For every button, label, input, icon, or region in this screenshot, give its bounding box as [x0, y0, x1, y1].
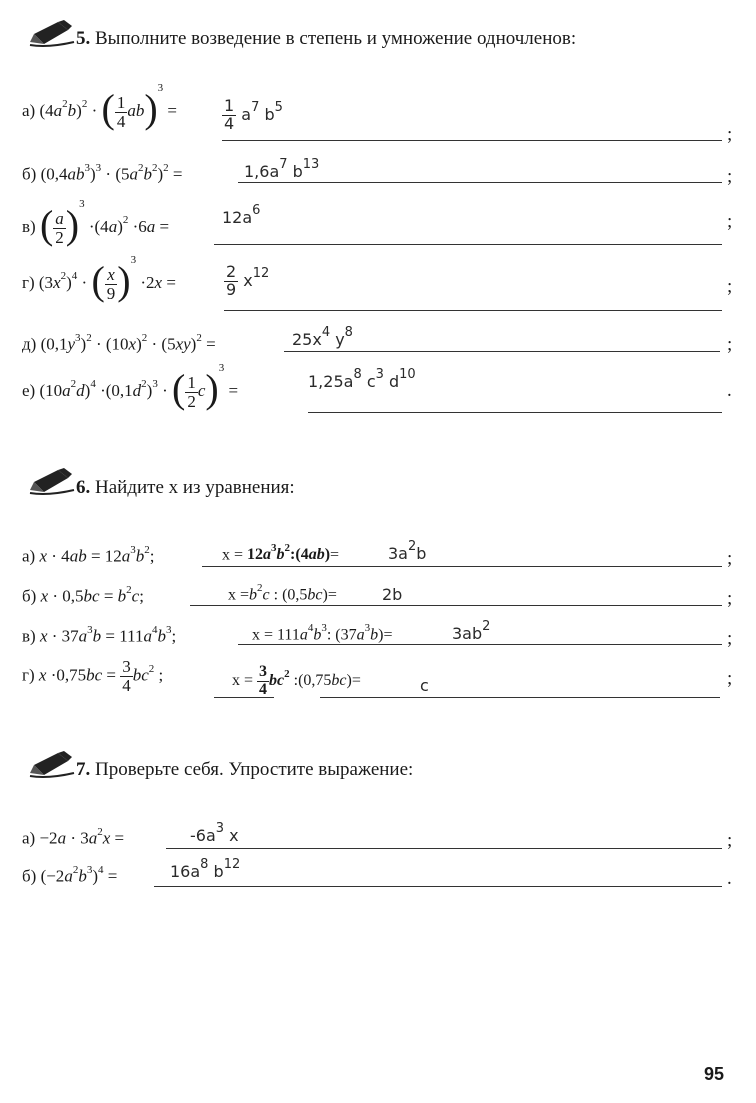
- task5-number: 5.: [76, 28, 91, 49]
- task6-title: Найдите x из уравнения:: [95, 477, 295, 498]
- task5-title: Выполните возведение в степень и умножение одночленов:: [95, 28, 577, 49]
- task5-d-label: д): [22, 334, 37, 354]
- task7-b-answer-tail: b: [213, 862, 224, 881]
- task5-b-answer-a-exp: 7: [279, 157, 288, 172]
- task6-b-label: б): [22, 586, 37, 606]
- semicolon: ;: [727, 166, 733, 187]
- task6-v-work: $x = 111a^4b^3$: $(37a^3b)=$: [252, 622, 393, 644]
- task5-a-answer-a-exp: 7: [251, 99, 260, 115]
- task7-a-expression: $а) -2a \cdot 3a^2x$ =: [22, 826, 125, 848]
- task7-b-expression: б) $(-2a^2b^3)^4$ =: [22, 864, 118, 886]
- task5-e-answer-c: c: [366, 372, 376, 391]
- task5-e-expression: е) $(10a^2d)^4 \cdot(0,1d^2)^3$ · ( $\frac{1}{2}$ c)$^3$ =: [22, 362, 239, 411]
- task5-b-label: б): [22, 164, 37, 184]
- task5-d-expression: д) $(0,1y^3)^2 \cdot (10x)^2 \cdot (5xy)^2$ =: [22, 332, 216, 354]
- task6-b-work: $x =b^2c$ : (0,5bc)=: [228, 582, 337, 604]
- task6-b-answer-line: [190, 605, 722, 606]
- task5-e-answer-c-exp: 3: [375, 367, 384, 382]
- task5-e-answer-d-exp: 10: [399, 367, 416, 382]
- task6-g-answer-line: [320, 697, 720, 698]
- task6-a-answer-value: 3a: [388, 544, 408, 563]
- task7-a-answer: [190, 821, 239, 845]
- task6-a-answer: [388, 539, 427, 563]
- task6-a-work: $x = 12a^3b^2:(4ab)=$: [222, 542, 340, 564]
- task5-v-answer-line: [214, 244, 722, 245]
- task5-a-label: а): [22, 100, 36, 120]
- task7-b-answer: [170, 857, 241, 881]
- semicolon: ;: [727, 588, 733, 609]
- task5-g-answer: [224, 264, 269, 299]
- task5-v-label: в): [22, 216, 36, 236]
- task7-title: Проверьте себя. Упростите выражение:: [95, 759, 414, 780]
- task5-b-answer-b: b: [292, 162, 303, 181]
- task5-a-answer-num: 1: [224, 96, 235, 115]
- task5-g-answer-num: 2: [226, 262, 237, 281]
- task5-g-answer-x-exp: 12: [252, 265, 270, 281]
- page-number: 95: [704, 1064, 725, 1084]
- task5-d-answer-line: [284, 351, 720, 352]
- task5-a-answer: [222, 98, 283, 133]
- task6-b-expression: б) $x \cdot 0,5bc = b^2c$;: [22, 584, 144, 606]
- task5-b-answer: [244, 157, 320, 181]
- task6-g-work: x = $\frac{3}{4}$ $bc^2$ :(0,75bc)=: [232, 663, 361, 698]
- task7-b-answer-line: [154, 886, 722, 887]
- task5-g-answer-den: 9: [226, 279, 237, 299]
- task5-a-answer-den: 4: [224, 113, 235, 133]
- task7-a-label: а): [22, 828, 36, 848]
- task6-v-answer: [452, 619, 491, 643]
- task5-g-answer-line: [224, 310, 722, 311]
- task7-number: 7.: [76, 759, 91, 780]
- task5-a-answer-line: [222, 140, 722, 141]
- task7-a-answer-exp: 3: [215, 821, 225, 836]
- task5-d-answer-x-exp: 4: [321, 325, 331, 340]
- task6-g-answer-line-left: [214, 697, 274, 698]
- semicolon: ;: [727, 124, 733, 145]
- task5-a-answer-b: b: [264, 104, 275, 124]
- task5-b-answer-b-exp: 13: [302, 157, 320, 172]
- task7-b-answer-value: 16a: [170, 862, 201, 881]
- task5-e-answer-a-exp: 8: [353, 367, 362, 382]
- task5-e-label: е): [22, 380, 36, 400]
- semicolon: ;: [727, 548, 733, 569]
- task5-v-answer-a: 12a: [222, 208, 253, 227]
- semicolon: ;: [727, 628, 733, 649]
- task6-v-expression: в) $x \cdot 37a^3b = 111a^4b^3$;: [22, 624, 177, 646]
- task6-v-answer-exp: 2: [482, 619, 491, 634]
- task5-e-answer: [308, 367, 416, 391]
- task6-number: 6.: [76, 477, 91, 498]
- task5-v-answer: [222, 203, 261, 227]
- task7-a-answer-line: [166, 848, 722, 849]
- task5-e-answer-a: 1,25a: [308, 372, 354, 391]
- task5-b-answer-a: 1,6a: [244, 162, 280, 181]
- pencil-icon: [28, 20, 76, 50]
- task5-a-answer-b-exp: 5: [274, 99, 283, 115]
- semicolon: ;: [727, 276, 733, 297]
- task6-v-answer-line: [238, 644, 722, 645]
- task5-d-answer-y-exp: 8: [344, 325, 353, 340]
- task5-g-answer-x: x: [243, 270, 253, 290]
- task5-v-answer-a-exp: 6: [252, 203, 261, 218]
- task6-g-label: г): [22, 665, 35, 685]
- task6-a-answer-line: [202, 566, 722, 567]
- task5-g-expression: г) $(3x^2)^4$ · ( $\frac{x}{9}$ )$^3$ ·2x =: [22, 254, 176, 303]
- task6-v-answer-value: 3ab: [452, 624, 483, 643]
- period: .: [727, 868, 732, 889]
- period: .: [727, 380, 732, 401]
- pencil-icon: [28, 751, 76, 781]
- task6-g-answer-value: c: [420, 676, 429, 695]
- task5-a-answer-a: a: [241, 104, 252, 124]
- task7-a-answer-tail: x: [229, 826, 239, 845]
- task6-v-label: в): [22, 626, 36, 646]
- task7-heading: [76, 759, 413, 781]
- semicolon: ;: [727, 334, 733, 355]
- task7-b-answer-exp: 8: [200, 857, 209, 872]
- task7-a-answer-value: -6a: [190, 826, 216, 845]
- task7-b-label: б): [22, 866, 37, 886]
- task7-b-answer-exp2: 12: [223, 857, 241, 872]
- task6-a-answer-exp: 2: [407, 539, 417, 554]
- task5-b-expression: б) $(0,4ab^3)^3 \cdot (5a^2b^2)^2$ =: [22, 162, 183, 184]
- task5-a-expression: а) $(4a^2b)^2$ · ( $\frac{1}{4}$ ab)$^3$ =: [22, 82, 177, 131]
- task6-g-expression: г) x ·0,75bc = $\frac{3}{4}$ $bc^2$ ;: [22, 657, 164, 695]
- task5-g-label: г): [22, 272, 35, 292]
- task5-b-answer-line: [238, 182, 722, 183]
- task5-e-answer-line: [308, 412, 722, 413]
- task6-heading: [76, 477, 295, 499]
- task5-e-answer-d: d: [388, 372, 400, 391]
- task5-d-answer-y: y: [335, 330, 345, 349]
- semicolon: ;: [727, 668, 733, 689]
- task5-d-answer: [292, 325, 353, 349]
- semicolon: ;: [727, 211, 733, 232]
- task6-a-expression: а) $x \cdot 4ab = 12a^3b^2$;: [22, 544, 155, 566]
- task6-b-answer-value: 2b: [382, 585, 403, 604]
- task6-a-answer-tail: b: [416, 544, 427, 563]
- semicolon: ;: [727, 830, 733, 851]
- task5-d-answer-x: 25x: [292, 330, 322, 349]
- pencil-icon: [28, 468, 76, 498]
- task6-b-answer: [382, 585, 402, 604]
- task5-heading: [76, 28, 576, 50]
- task6-a-label: а): [22, 546, 36, 566]
- task5-v-expression: в) ( $\frac{a}{2}$ )$^3 \cdot(4a)^2 \cdot 6a$ =: [22, 198, 170, 247]
- task6-g-answer: [420, 676, 429, 695]
